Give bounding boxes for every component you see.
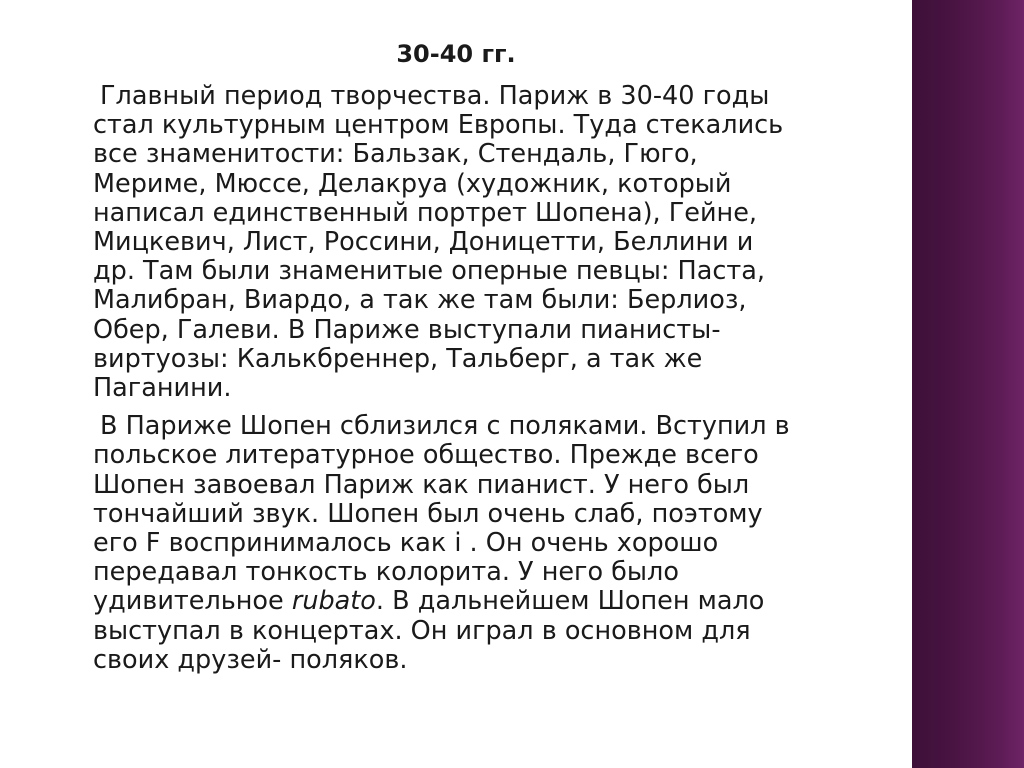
- paragraph-2-line: выступал в концертах. Он играл в основном для: [93, 615, 751, 646]
- paragraph-1-line: виртуозы: Калькбреннер, Тальберг, а так же: [93, 343, 703, 374]
- paragraph-1-line: Малибран, Виардо, а так же там были: Берлиоз,: [93, 285, 747, 316]
- paragraph-2: [93, 412, 893, 675]
- paragraph-1-line: Мериме, Мюссе, Делакруа (художник, который: [93, 168, 732, 199]
- paragraph-2-line: тончайший звук. Шопен был очень слаб, поэтому: [93, 498, 763, 529]
- rubato-term: rubato: [291, 586, 376, 617]
- paragraph-1-line: все знаменитости: Бальзак, Стендаль, Гюго,: [93, 139, 698, 170]
- slide-body: [93, 82, 893, 675]
- paragraph-1-line: Мицкевич, Лист, Россини, Доницетти, Беллини и: [93, 227, 754, 258]
- paragraph-2-line: его F воспринималось как i . Он очень хорошо: [93, 528, 719, 559]
- paragraph-1-line: стал культурным центром Европы. Туда стекались: [93, 110, 784, 141]
- paragraph-1-line: др. Там были знаменитые оперные певцы: Паста,: [93, 256, 765, 287]
- paragraph-2-line: польское литературное общество. Прежде всего: [93, 440, 759, 471]
- rubato-suffix: . В дальнейшем Шопен мало: [375, 586, 765, 617]
- paragraph-2-line-rubato: [93, 587, 893, 616]
- paragraph-1-line: Паганини.: [93, 373, 232, 404]
- slide-title: [0, 40, 912, 68]
- paragraph-1-line: Обер, Галеви. В Париже выступали пианисты-: [93, 314, 721, 345]
- paragraph-1-line: Главный период творчества. Париж в 30-40 годы: [100, 81, 770, 111]
- paragraph-1: [93, 82, 893, 403]
- title-text: 30-40 гг.: [396, 40, 516, 68]
- decorative-sidebar: [912, 0, 1024, 768]
- paragraph-2-line: своих друзей- поляков.: [93, 644, 408, 675]
- rubato-prefix: удивительное: [93, 586, 292, 617]
- paragraph-2-line: Шопен завоевал Париж как пианист. У него был: [93, 469, 750, 500]
- paragraph-2-line: передавал тонкость колорита. У него было: [93, 557, 679, 588]
- paragraph-2-line: В Париже Шопен сблизился с поляками. Вступил в: [100, 411, 790, 442]
- paragraph-1-line: написал единственный портрет Шопена), Гейне,: [93, 197, 758, 228]
